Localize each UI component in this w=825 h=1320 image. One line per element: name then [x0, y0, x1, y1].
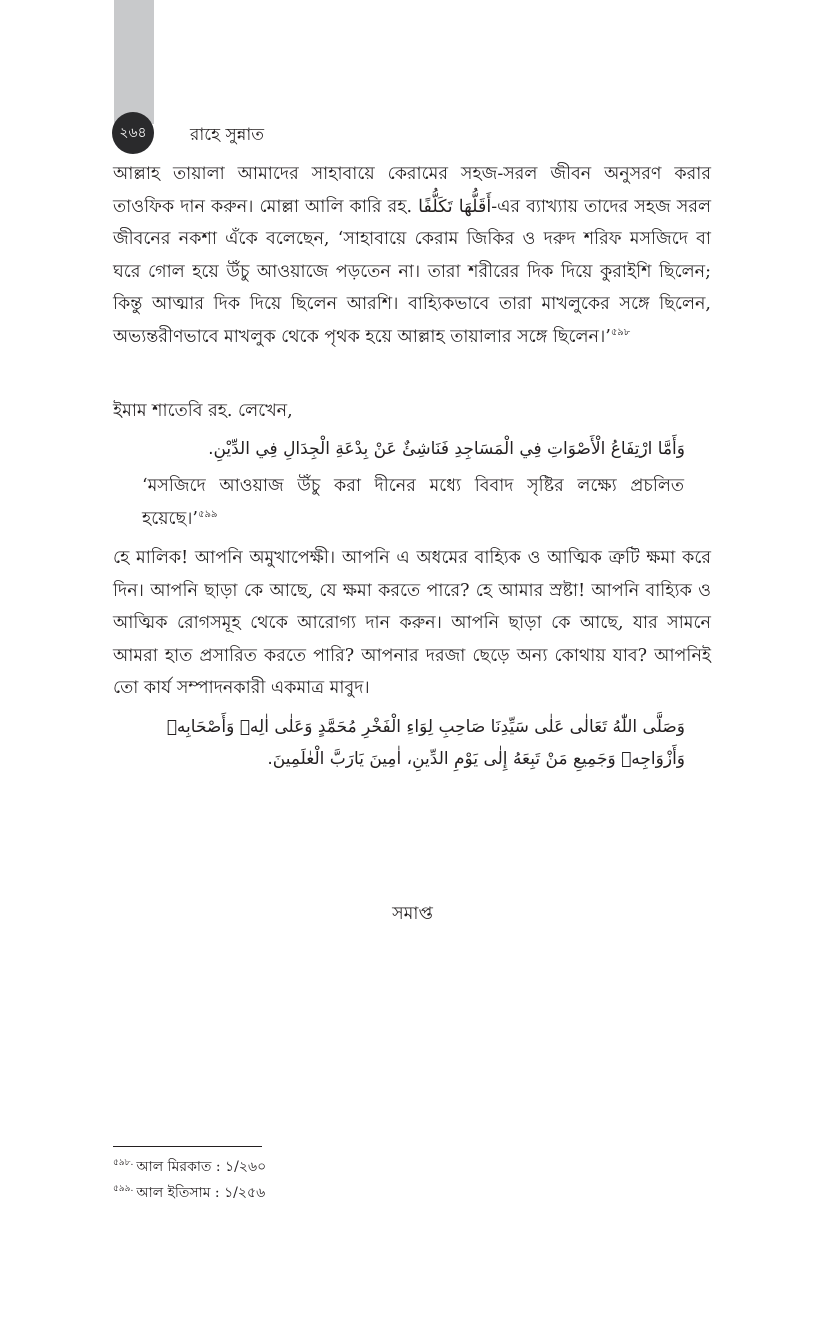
- end-mark: সমাপ্ত: [392, 904, 433, 924]
- quote-translation: [142, 470, 684, 535]
- running-title: রাহে সুন্নাত: [190, 125, 265, 145]
- translation-text: ‘মসজিদে আওয়াজ উঁচু করা দীনের মধ্যে বিবাদ সৃষ্টির লক্ষ্যে প্রচলিত হয়েছে।’: [142, 476, 684, 529]
- footnote-number: ৫৯৯.: [113, 1184, 134, 1195]
- body-paragraph-2: ইমাম শাতেবি রহ. লেখেন,: [113, 401, 293, 421]
- footnote-text: আল মিরকাত : ১/২৬০: [136, 1159, 267, 1175]
- page-number-badge: ২৬৪: [112, 112, 154, 154]
- footnote-ref-598[interactable]: ৫৯৮: [610, 326, 631, 338]
- side-tab-decoration: [114, 0, 154, 124]
- body-paragraph-1: [113, 158, 711, 353]
- footnote-text: আল ইতিসাম : ১/২৫৬: [136, 1185, 266, 1201]
- paragraph-text: আল্লাহ তায়ালা আমাদের সাহাবায়ে কেরামের সহজ-সরল জীবন অনুসরণ করার তাওফিক দান করুন। মোল্লা আলি কারি রহ. أَقَلُّهَا تَكَلُّفًا-এর ব্যাখ্যায় তাদের সহজ সরল জীবনের নকশা এঁকে বলেছেন, ‘সাহাবায়ে কেরাম জিকির ও দরুদ শরিফ মসজিদে বা ঘরে গোল হয়ে উঁচু আওয়াজে পড়তেন না। তারা শরীরের দিক দিয়ে কুরাইশি ছিলেন; কিন্তু আত্মার দিক দিয়ে ছিলেন আরশি। বাহ্যিকভাবে তারা মাখলুকের সঙ্গে ছিলেন, অভ্যন্তরীণভাবে মাখলুক থেকে পৃথক হয়ে আল্লাহ তায়ালার সঙ্গে ছিলেন।’: [113, 164, 712, 347]
- footnote-598: [113, 1156, 266, 1178]
- arabic-quote: وَأَمَّا ارْتِفَاعُ الْأَصْوَاتِ فِي الْمَسَاجِدِ فَنَاشِئٌ عَنْ بِدْعَةِ الْجِدَالِ فِي الدِّيْنِ.: [208, 439, 685, 459]
- footnote-number: ৫৯৮.: [113, 1158, 134, 1169]
- arabic-closing-prayer: وَصَلَّى اللّٰهُ تَعَالٰى عَلٰى سَيِّدِنَا صَاحِبِ لِوَاءِ الْفَخْرِ مُحَمَّدٍ وَعَلٰى اٰلِهٖ وَأَصْحَابِهٖ وَأَزْوَاجِهٖ وَجَمِيعِ مَنْ تَبِعَهُ إِلٰى يَوْمِ الدِّينِ، اٰمِينَ يَارَبَّ الْعٰلَمِينَ.: [166, 717, 685, 769]
- footnote-599: [113, 1182, 265, 1204]
- footnote-divider: [113, 1146, 262, 1147]
- footnote-ref-599[interactable]: ৫৯৯: [198, 508, 218, 520]
- body-paragraph-3: হে মালিক! আপনি অমুখাপেক্ষী। আপনি এ অধমের বাহ্যিক ও আত্মিক ত্রুটি ক্ষমা করে দিন। আপনি ছাড়া কে আছে, যে ক্ষমা করতে পারে? হে আমার স্রষ্টা! আপনি বাহ্যিক ও আত্মিক রোগসমূহ থেকে আরোগ্য দান করুন। আপনি ছাড়া কে আছে, যার সামনে আমরা হাত প্রসারিত করতে পারি? আপনার দরজা ছেড়ে অন্য কোথায় যাব? আপনিই তো কার্য সম্পাদনকারী একমাত্র মাবুদ।: [113, 548, 711, 698]
